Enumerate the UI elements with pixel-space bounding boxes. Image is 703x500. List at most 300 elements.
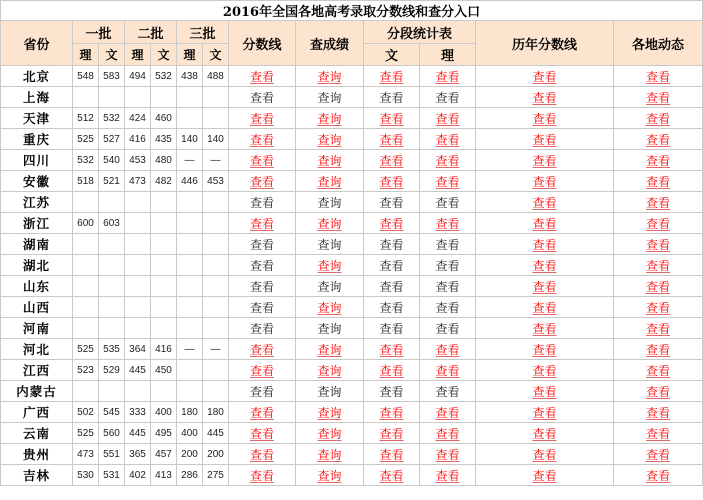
table-row: [1, 423, 703, 444]
check-score-link[interactable]: 查询: [317, 153, 342, 168]
segment-science-link-cell: [420, 213, 476, 234]
score-line-link[interactable]: 查看: [249, 468, 274, 483]
segment-science-link-cell: [420, 255, 476, 276]
score-cell: 400: [177, 423, 203, 444]
header-segment-arts: 文: [364, 44, 420, 66]
province-name: 河北: [1, 339, 73, 360]
score-cell: 532: [73, 150, 99, 171]
score-cell: [99, 87, 125, 108]
score-cell: [99, 234, 125, 255]
segment-arts-link-cell: [364, 297, 420, 318]
segment-science-link[interactable]: 查看: [435, 90, 460, 105]
score-cell: 446: [177, 171, 203, 192]
score-cell: [151, 276, 177, 297]
history-line-link[interactable]: 查看: [532, 216, 557, 231]
score-cell: 603: [99, 213, 125, 234]
local-news-link-cell: [614, 444, 703, 465]
segment-arts-link[interactable]: 查看: [379, 69, 404, 84]
score-line-link-cell: [229, 255, 296, 276]
segment-arts-link[interactable]: 查看: [379, 405, 404, 420]
history-line-link[interactable]: 查看: [532, 384, 557, 399]
score-cell: 488: [203, 66, 229, 87]
score-cell: 180: [203, 402, 229, 423]
header-batch3-science: 理: [177, 44, 203, 66]
check-score-link-cell: [296, 276, 364, 297]
province-name: 江苏: [1, 192, 73, 213]
history-line-link[interactable]: 查看: [532, 342, 557, 357]
score-cell: [203, 297, 229, 318]
score-cell: 413: [151, 465, 177, 486]
score-cell: 365: [125, 444, 151, 465]
header-local-news: 各地动态: [614, 21, 703, 66]
check-score-link[interactable]: 查询: [317, 405, 342, 420]
score-cell: [177, 255, 203, 276]
segment-arts-link-cell: [364, 381, 420, 402]
header-batch2: 二批: [125, 21, 177, 44]
check-score-link-cell: [296, 402, 364, 423]
score-line-link-cell: [229, 192, 296, 213]
segment-science-link[interactable]: 查看: [435, 321, 460, 336]
table-row: [1, 318, 703, 339]
segment-science-link[interactable]: 查看: [435, 69, 460, 84]
local-news-link-cell: [614, 339, 703, 360]
segment-arts-link-cell: [364, 465, 420, 486]
score-cell: [99, 192, 125, 213]
check-score-link-cell: [296, 444, 364, 465]
segment-science-link[interactable]: 查看: [435, 300, 460, 315]
score-line-link[interactable]: 查看: [249, 216, 274, 231]
segment-arts-link-cell: [364, 255, 420, 276]
segment-arts-link[interactable]: 查看: [379, 321, 404, 336]
check-score-link[interactable]: 查询: [317, 342, 342, 357]
local-news-link[interactable]: 查看: [646, 342, 671, 357]
table-row: [1, 402, 703, 423]
segment-arts-link[interactable]: 查看: [379, 258, 404, 273]
segment-arts-link-cell: [364, 402, 420, 423]
table-row: [1, 255, 703, 276]
score-cell: 424: [125, 108, 151, 129]
segment-science-link-cell: [420, 129, 476, 150]
history-line-link[interactable]: 查看: [532, 279, 557, 294]
score-line-link[interactable]: 查看: [249, 174, 274, 189]
segment-arts-link-cell: [364, 234, 420, 255]
segment-science-link[interactable]: 查看: [435, 258, 460, 273]
table-body: [1, 66, 703, 486]
segment-arts-link-cell: [364, 150, 420, 171]
local-news-link-cell: [614, 381, 703, 402]
score-cell: [203, 234, 229, 255]
segment-science-link-cell: [420, 444, 476, 465]
score-line-link[interactable]: 查看: [249, 405, 274, 420]
score-cell: 525: [73, 339, 99, 360]
local-news-link[interactable]: 查看: [646, 300, 671, 315]
history-line-link-cell: [476, 423, 614, 444]
score-line-link-cell: [229, 66, 296, 87]
score-cell: [203, 360, 229, 381]
history-line-link-cell: [476, 255, 614, 276]
province-name: 江西: [1, 360, 73, 381]
score-cell: 416: [125, 129, 151, 150]
header-batch3: 三批: [177, 21, 229, 44]
score-cell: 502: [73, 402, 99, 423]
score-line-link[interactable]: 查看: [249, 279, 274, 294]
table-row: [1, 150, 703, 171]
score-line-link-cell: [229, 150, 296, 171]
header-check-score: 查成绩: [296, 21, 364, 66]
local-news-link[interactable]: 查看: [646, 321, 671, 336]
province-name: 四川: [1, 150, 73, 171]
local-news-link[interactable]: 查看: [646, 153, 671, 168]
check-score-link[interactable]: 查询: [317, 69, 342, 84]
province-name: 天津: [1, 108, 73, 129]
score-cell: [125, 213, 151, 234]
score-cell: 529: [99, 360, 125, 381]
history-line-link-cell: [476, 213, 614, 234]
segment-science-link[interactable]: 查看: [435, 237, 460, 252]
history-line-link[interactable]: 查看: [532, 405, 557, 420]
segment-arts-link-cell: [364, 339, 420, 360]
check-score-link[interactable]: 查询: [317, 279, 342, 294]
check-score-link-cell: [296, 360, 364, 381]
score-cell: [203, 192, 229, 213]
segment-arts-link-cell: [364, 129, 420, 150]
local-news-link-cell: [614, 402, 703, 423]
score-cell: 200: [203, 444, 229, 465]
history-line-link[interactable]: 查看: [532, 426, 557, 441]
check-score-link[interactable]: 查询: [317, 426, 342, 441]
segment-science-link[interactable]: 查看: [435, 174, 460, 189]
history-line-link[interactable]: 查看: [532, 174, 557, 189]
check-score-link[interactable]: 查询: [317, 216, 342, 231]
segment-arts-link[interactable]: 查看: [379, 342, 404, 357]
history-line-link[interactable]: 查看: [532, 153, 557, 168]
segment-science-link-cell: [420, 150, 476, 171]
score-line-link[interactable]: 查看: [249, 153, 274, 168]
history-line-link[interactable]: 查看: [532, 447, 557, 462]
segment-arts-link[interactable]: 查看: [379, 279, 404, 294]
local-news-link[interactable]: 查看: [646, 426, 671, 441]
segment-arts-link[interactable]: 查看: [379, 300, 404, 315]
segment-arts-link[interactable]: 查看: [379, 111, 404, 126]
check-score-link[interactable]: 查询: [317, 111, 342, 126]
score-cell: 527: [99, 129, 125, 150]
province-name: 河南: [1, 318, 73, 339]
history-line-link[interactable]: 查看: [532, 468, 557, 483]
check-score-link[interactable]: 查询: [317, 384, 342, 399]
local-news-link-cell: [614, 360, 703, 381]
score-cell: 364: [125, 339, 151, 360]
score-line-link-cell: [229, 87, 296, 108]
score-cell: —: [177, 339, 203, 360]
score-cell: [177, 318, 203, 339]
segment-science-link[interactable]: 查看: [435, 468, 460, 483]
score-cell: [99, 381, 125, 402]
local-news-link[interactable]: 查看: [646, 237, 671, 252]
check-score-link-cell: [296, 129, 364, 150]
segment-science-link[interactable]: 查看: [435, 363, 460, 378]
history-line-link[interactable]: 查看: [532, 300, 557, 315]
segment-arts-link-cell: [364, 276, 420, 297]
score-line-link[interactable]: 查看: [249, 447, 274, 462]
segment-arts-link[interactable]: 查看: [379, 90, 404, 105]
score-cell: [125, 255, 151, 276]
segment-arts-link[interactable]: 查看: [379, 132, 404, 147]
check-score-link-cell: [296, 150, 364, 171]
local-news-link[interactable]: 查看: [646, 90, 671, 105]
score-line-link[interactable]: 查看: [249, 195, 274, 210]
local-news-link[interactable]: 查看: [646, 279, 671, 294]
segment-science-link-cell: [420, 402, 476, 423]
score-cell: 523: [73, 360, 99, 381]
segment-arts-link-cell: [364, 423, 420, 444]
table-row: [1, 66, 703, 87]
check-score-link[interactable]: 查询: [317, 195, 342, 210]
score-line-link-cell: [229, 360, 296, 381]
segment-science-link[interactable]: 查看: [435, 405, 460, 420]
segment-science-link-cell: [420, 87, 476, 108]
local-news-link[interactable]: 查看: [646, 447, 671, 462]
table-row: [1, 444, 703, 465]
score-cell: [203, 108, 229, 129]
local-news-link[interactable]: 查看: [646, 69, 671, 84]
score-cell: [73, 297, 99, 318]
score-line-link-cell: [229, 339, 296, 360]
segment-science-link[interactable]: 查看: [435, 195, 460, 210]
score-line-link-cell: [229, 171, 296, 192]
score-cell: 275: [203, 465, 229, 486]
score-cell: 583: [99, 66, 125, 87]
score-line-link-cell: [229, 402, 296, 423]
score-cell: [177, 213, 203, 234]
header-batch1: 一批: [73, 21, 125, 44]
history-line-link-cell: [476, 297, 614, 318]
score-cell: 600: [73, 213, 99, 234]
history-line-link[interactable]: 查看: [532, 69, 557, 84]
local-news-link-cell: [614, 66, 703, 87]
segment-science-link[interactable]: 查看: [435, 111, 460, 126]
check-score-link[interactable]: 查询: [317, 300, 342, 315]
segment-science-link-cell: [420, 360, 476, 381]
score-cell: 453: [125, 150, 151, 171]
local-news-link-cell: [614, 423, 703, 444]
table-row: [1, 171, 703, 192]
score-line-link-cell: [229, 234, 296, 255]
segment-arts-link[interactable]: 查看: [379, 237, 404, 252]
score-cell: [125, 234, 151, 255]
check-score-link[interactable]: 查询: [317, 258, 342, 273]
segment-science-link-cell: [420, 192, 476, 213]
history-line-link[interactable]: 查看: [532, 321, 557, 336]
local-news-link[interactable]: 查看: [646, 384, 671, 399]
segment-science-link[interactable]: 查看: [435, 279, 460, 294]
local-news-link[interactable]: 查看: [646, 405, 671, 420]
score-line-link-cell: [229, 465, 296, 486]
score-line-link[interactable]: 查看: [249, 321, 274, 336]
score-line-link[interactable]: 查看: [249, 300, 274, 315]
province-name: 云南: [1, 423, 73, 444]
score-cell: 495: [151, 423, 177, 444]
local-news-link-cell: [614, 465, 703, 486]
header-batch2-science: 理: [125, 44, 151, 66]
score-cell: 512: [73, 108, 99, 129]
score-line-link-cell: [229, 297, 296, 318]
score-line-link-cell: [229, 381, 296, 402]
check-score-link[interactable]: 查询: [317, 468, 342, 483]
segment-arts-link[interactable]: 查看: [379, 468, 404, 483]
segment-arts-link[interactable]: 查看: [379, 426, 404, 441]
segment-arts-link-cell: [364, 171, 420, 192]
score-cell: [203, 381, 229, 402]
score-line-link[interactable]: 查看: [249, 384, 274, 399]
score-cell: 445: [125, 360, 151, 381]
score-cell: [73, 381, 99, 402]
segment-arts-link[interactable]: 查看: [379, 363, 404, 378]
local-news-link[interactable]: 查看: [646, 258, 671, 273]
score-line-link[interactable]: 查看: [249, 132, 274, 147]
local-news-link[interactable]: 查看: [646, 468, 671, 483]
header-batch1-arts: 文: [99, 44, 125, 66]
local-news-link[interactable]: 查看: [646, 111, 671, 126]
score-cell: [177, 297, 203, 318]
segment-science-link[interactable]: 查看: [435, 384, 460, 399]
local-news-link-cell: [614, 150, 703, 171]
segment-science-link-cell: [420, 66, 476, 87]
score-line-link[interactable]: 查看: [249, 342, 274, 357]
check-score-link[interactable]: 查询: [317, 321, 342, 336]
table-row: [1, 129, 703, 150]
score-cell: 530: [73, 465, 99, 486]
score-cell: —: [203, 150, 229, 171]
segment-arts-link-cell: [364, 108, 420, 129]
score-cell: 435: [151, 129, 177, 150]
check-score-link-cell: [296, 171, 364, 192]
segment-arts-link[interactable]: 查看: [379, 195, 404, 210]
check-score-link[interactable]: 查询: [317, 132, 342, 147]
score-cell: 200: [177, 444, 203, 465]
score-cell: [73, 87, 99, 108]
score-cell: 416: [151, 339, 177, 360]
local-news-link-cell: [614, 108, 703, 129]
segment-science-link[interactable]: 查看: [435, 132, 460, 147]
segment-arts-link[interactable]: 查看: [379, 216, 404, 231]
segment-arts-link[interactable]: 查看: [379, 174, 404, 189]
history-line-link-cell: [476, 171, 614, 192]
local-news-link[interactable]: 查看: [646, 174, 671, 189]
local-news-link-cell: [614, 171, 703, 192]
check-score-link[interactable]: 查询: [317, 363, 342, 378]
province-name: 湖北: [1, 255, 73, 276]
score-line-link[interactable]: 查看: [249, 111, 274, 126]
segment-arts-link-cell: [364, 66, 420, 87]
score-line-link[interactable]: 查看: [249, 237, 274, 252]
score-line-link-cell: [229, 318, 296, 339]
history-line-link[interactable]: 查看: [532, 111, 557, 126]
table-row: [1, 465, 703, 486]
segment-science-link[interactable]: 查看: [435, 216, 460, 231]
score-cell: [125, 297, 151, 318]
local-news-link-cell: [614, 129, 703, 150]
score-line-link[interactable]: 查看: [249, 258, 274, 273]
segment-science-link-cell: [420, 465, 476, 486]
table-row: [1, 87, 703, 108]
local-news-link[interactable]: 查看: [646, 132, 671, 147]
segment-science-link-cell: [420, 297, 476, 318]
table-row: [1, 381, 703, 402]
table-row: [1, 360, 703, 381]
history-line-link-cell: [476, 66, 614, 87]
score-cell: [73, 192, 99, 213]
history-line-link[interactable]: 查看: [532, 363, 557, 378]
check-score-link-cell: [296, 318, 364, 339]
score-line-link[interactable]: 查看: [249, 426, 274, 441]
score-cell: [203, 87, 229, 108]
history-line-link-cell: [476, 108, 614, 129]
segment-arts-link[interactable]: 查看: [379, 384, 404, 399]
score-cell: 445: [125, 423, 151, 444]
history-line-link-cell: [476, 129, 614, 150]
score-cell: 140: [177, 129, 203, 150]
score-cell: [99, 318, 125, 339]
check-score-link-cell: [296, 108, 364, 129]
score-cell: [151, 297, 177, 318]
province-name: 上海: [1, 87, 73, 108]
segment-science-link[interactable]: 查看: [435, 447, 460, 462]
segment-arts-link[interactable]: 查看: [379, 153, 404, 168]
score-cell: [99, 297, 125, 318]
local-news-link[interactable]: 查看: [646, 216, 671, 231]
local-news-link-cell: [614, 87, 703, 108]
score-line-link-cell: [229, 276, 296, 297]
segment-science-link[interactable]: 查看: [435, 342, 460, 357]
score-cell: [99, 276, 125, 297]
segment-science-link[interactable]: 查看: [435, 426, 460, 441]
score-line-link[interactable]: 查看: [249, 69, 274, 84]
score-cell: 457: [151, 444, 177, 465]
history-line-link-cell: [476, 192, 614, 213]
local-news-link-cell: [614, 276, 703, 297]
check-score-link[interactable]: 查询: [317, 237, 342, 252]
check-score-link[interactable]: 查询: [317, 90, 342, 105]
segment-arts-link[interactable]: 查看: [379, 447, 404, 462]
score-cell: [151, 255, 177, 276]
province-name: 安徽: [1, 171, 73, 192]
local-news-link-cell: [614, 297, 703, 318]
score-line-link[interactable]: 查看: [249, 363, 274, 378]
check-score-link-cell: [296, 66, 364, 87]
table-row: [1, 213, 703, 234]
history-line-link[interactable]: 查看: [532, 258, 557, 273]
history-line-link[interactable]: 查看: [532, 195, 557, 210]
check-score-link[interactable]: 查询: [317, 447, 342, 462]
check-score-link[interactable]: 查询: [317, 174, 342, 189]
score-cell: 494: [125, 66, 151, 87]
history-line-link[interactable]: 查看: [532, 237, 557, 252]
province-name: 广西: [1, 402, 73, 423]
score-cell: [177, 234, 203, 255]
segment-science-link[interactable]: 查看: [435, 153, 460, 168]
province-name: 内蒙古: [1, 381, 73, 402]
history-line-link[interactable]: 查看: [532, 132, 557, 147]
segment-science-link-cell: [420, 276, 476, 297]
local-news-link[interactable]: 查看: [646, 195, 671, 210]
local-news-link[interactable]: 查看: [646, 363, 671, 378]
province-name: 吉林: [1, 465, 73, 486]
check-score-link-cell: [296, 87, 364, 108]
segment-arts-link-cell: [364, 87, 420, 108]
history-line-link[interactable]: 查看: [532, 90, 557, 105]
history-line-link-cell: [476, 402, 614, 423]
score-line-link[interactable]: 查看: [249, 90, 274, 105]
